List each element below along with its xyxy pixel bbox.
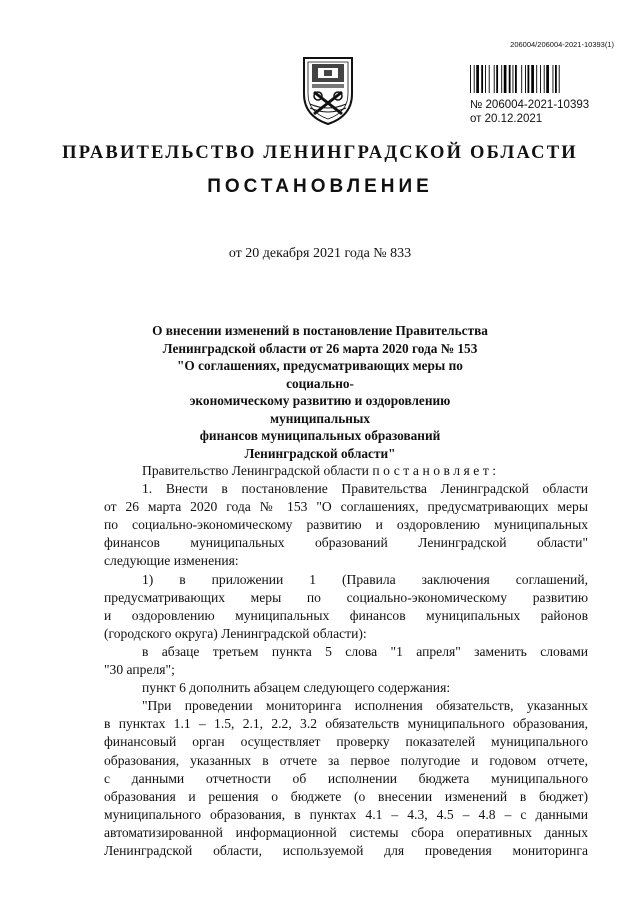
paragraph-line: "30 апреля"; (104, 662, 175, 678)
paragraph-line: "При проведении мониторинга исполнения обязательств, указанных (142, 698, 588, 714)
paragraph-line: следующие изменения: (104, 553, 239, 569)
paragraph-line: (городского округа) Ленинградской области): (104, 625, 367, 641)
paragraph-line: в пунктах 1.1 – 1.5, 2.1, 2.2, 3.2 обязательств муниципального образования, (104, 716, 588, 732)
title-line: финансов муниципальных образований (199, 428, 441, 443)
paragraph-line: образования и решения о бюджете (о внесении изменений в бюджет) (104, 788, 588, 804)
paragraph-line: образования, указанных в отчете за первое полугодие и годовом отчете, (104, 752, 588, 768)
document-body (104, 462, 588, 860)
paragraph-line: финансов муниципальных образований Ленинградской области" (104, 535, 588, 551)
paragraph-line: в абзаце третьем пункта 5 слова "1 апреля" заменить словами (142, 643, 588, 659)
paragraph-line: 1) в приложении 1 (Правила заключения соглашений, (142, 571, 588, 587)
paragraph-line: финансовый орган осуществляет проверку показателей муниципального (104, 734, 588, 750)
title-line: Ленинградской области" (244, 445, 396, 461)
paragraph-line: 1. Внести в постановление Правительства Ленинградской области (142, 481, 588, 497)
paragraph-line: автоматизированной информационной системы сбора оперативных данных (104, 824, 588, 840)
paragraph-line: Ленинградской области, используемой для проведения мониторинга (104, 842, 588, 858)
paragraph-line: по социально-экономическому развитию и оздоровлению муниципальных (104, 517, 588, 533)
document-date: от 20 декабря 2021 года № 833 (228, 246, 412, 261)
paragraph-line: муниципального образования, в пунктах 4.1 – 4.3, 4.5 – 4.8 – с данными (104, 806, 588, 822)
paragraph-line: и оздоровлению муниципальных финансов муниципальных районов (104, 607, 588, 623)
title-line: О внесении изменений в постановление Правительства (152, 323, 488, 338)
paragraph-line: с данными отчетности об исполнении бюджета муниципального (104, 770, 588, 786)
document-code: 206004/206004-2021-10393(1) (510, 40, 614, 49)
registration-stamp (470, 98, 589, 126)
title-line: экономическому развитию и оздоровлению муниципальных (189, 393, 451, 426)
paragraph-line: пункт 6 дополнить абзацем следующего содержания: (142, 680, 451, 696)
paragraph-line: предусматривающих меры по социально-экономическому развитию (104, 589, 588, 605)
document-title (150, 322, 490, 462)
registration-date: от 20.12.2021 (470, 113, 543, 125)
registration-number: № 206004-2021-10393 (470, 99, 590, 111)
barcode-icon (470, 65, 594, 93)
paragraph-line: от 26 марта 2020 года № 153 "О соглашениях, предусматривающих меры (104, 499, 588, 515)
coat-of-arms-icon (296, 54, 360, 126)
government-title: ПРАВИТЕЛЬСТВО ЛЕНИНГРАДСКОЙ ОБЛАСТИ (62, 143, 578, 163)
intro-paragraph: Правительство Ленинградской области постановляет: (142, 463, 497, 478)
title-line: "О соглашениях, предусматривающих меры по социально- (177, 358, 463, 391)
title-line: Ленинградской области от 26 марта 2020 года № 153 (162, 340, 478, 356)
document-type: ПОСТАНОВЛЕНИЕ (207, 176, 433, 197)
